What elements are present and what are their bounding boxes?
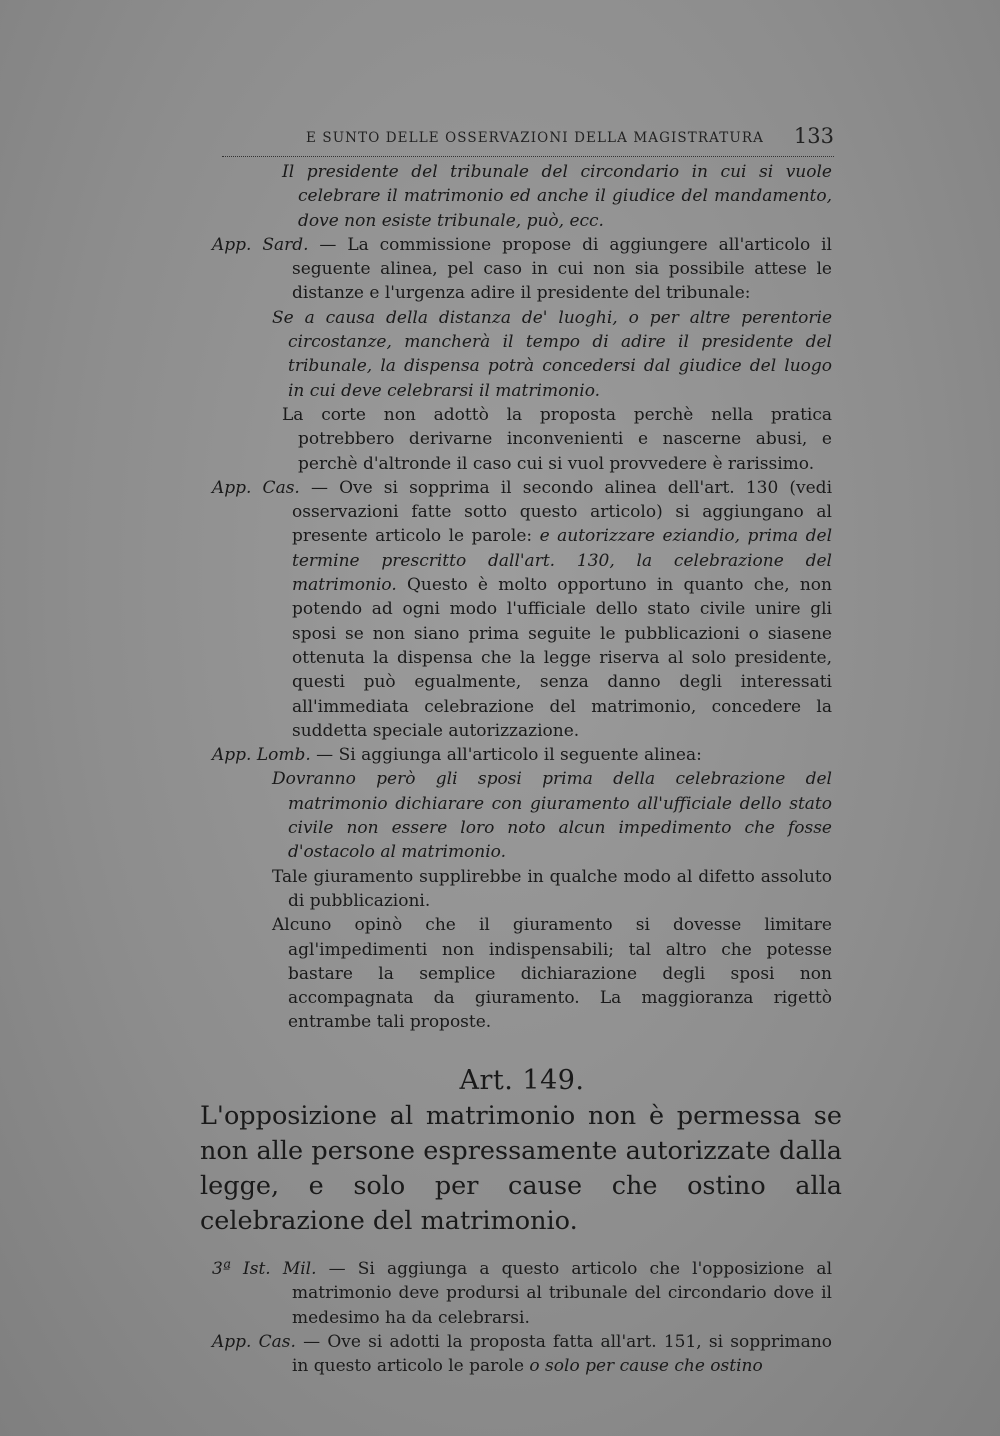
- proposed-text-paragraph: Il presidente del tribunale del circondario in cui si vuole celebrare il matrimonio ed anche il giudice del mandamento, dove non esiste tribunale, può, ecc.: [282, 162, 832, 231]
- app-cas-note: [212, 1330, 832, 1379]
- ist-mil-text: — Si aggiunga a questo articolo che l'opposizione al matrimonio deve prodursi al tribunale del circondario dove il medesimo ha da celebrarsi.: [292, 1258, 833, 1328]
- app-cas-paragraph: [212, 476, 832, 743]
- article-heading: Art. 149.: [459, 1064, 585, 1096]
- app-cas-note-italic: o solo per cause che ostino: [529, 1356, 763, 1377]
- app-cas-italic: e autorizzare eziandio, prima del termine prescritto dall'art. 130, la celebrazione del matrimonio.: [292, 526, 833, 596]
- app-lomb-paragraph: [212, 743, 832, 767]
- ist-mil-label: 3ª Ist. Mil.: [212, 1258, 317, 1279]
- app-lomb-text: — Si aggiunga all'articolo il seguente alinea:: [310, 745, 702, 766]
- oath-comment-paragraph: Tale giuramento supplirebbe in qualche modo al difetto assoluto di pubblicazioni.: [272, 866, 832, 911]
- corte-response-paragraph: La corte non adottò la proposta perchè nella pratica potrebbero derivarne inconvenienti e nascerne abusi, e perchè d'altronde il caso cui si vuol provvedere è rarissimo.: [282, 404, 832, 474]
- app-cas-label: App. Cas.: [212, 477, 300, 498]
- article-notes: [212, 1257, 832, 1378]
- app-sard-label: App. Sard.: [212, 234, 309, 255]
- majority-paragraph: Alcuno opinò che il giuramento si dovesse limitare agl'impedimenti non indispensabili; tal altro che potesse bastare la semplice dichiarazione degli sposi non accompagnata da giuramento. La maggioranza rigettò entrambe tali proposte.: [272, 915, 832, 1033]
- ist-mil-note: [212, 1257, 832, 1330]
- app-sard-paragraph: [212, 233, 832, 306]
- running-head: E SUNTO DELLE OSSERVAZIONI DELLA MAGISTRATURA: [306, 130, 764, 146]
- app-cas-text-a: — Ove si sopprima il secondo alinea dell'art. 130 (vedi osservazioni fatte sotto questo articolo) si aggiungano al presente articolo le parole:: [292, 477, 833, 547]
- app-cas-note-text: — Ove si adotti la proposta fatta all'art. 151, si sopprimano in questo articolo le parole: [292, 1331, 832, 1377]
- page-number: 133: [793, 124, 834, 148]
- page-body: [200, 160, 842, 1378]
- app-cas-note-label: App. Cas.: [212, 1331, 296, 1352]
- app-cas-text-b: Questo è molto opportuno in quanto che, non potendo ad ogni modo l'ufficiale dello stato civile unire gli sposi se non siano prima seguite le pubblicazioni o siasene ottenuta la dispensa che la legge riserva al solo presidente, questi può egualmente, senza danno degli interessati all'immediata celebrazione del matrimonio, concedere la suddetta speciale autorizzazione.: [292, 575, 832, 741]
- app-sard-text: — La commissione propose di aggiungere all'articolo il seguente alinea, pel caso in cui non sia possibile attese le distanze e l'urgenza adire il presidente del tribunale:: [292, 234, 832, 304]
- page-header: [222, 126, 834, 157]
- oath-alinea-paragraph: Dovranno però gli sposi prima della celebrazione del matrimonio dichiarare con giuramento all'ufficiale dello stato civile non essere loro noto alcun impedimento che fosse d'ostacolo al matrimonio.: [272, 769, 832, 863]
- proposed-alinea-paragraph: Se a causa della distanza de' luoghi, o per altre perentorie circostanze, mancherà il tempo di adire il presidente del tribunale, la dispensa potrà concedersi dal giudice del luogo in cui deve celebrarsi il matrimonio.: [272, 307, 832, 401]
- app-lomb-label: App. Lomb.: [212, 745, 311, 766]
- article-text: L'opposizione al matrimonio non è permessa se non alle persone espressamente autorizzate dalla legge, e solo per cause che ostino alla celebrazione del matrimonio.: [200, 1100, 842, 1236]
